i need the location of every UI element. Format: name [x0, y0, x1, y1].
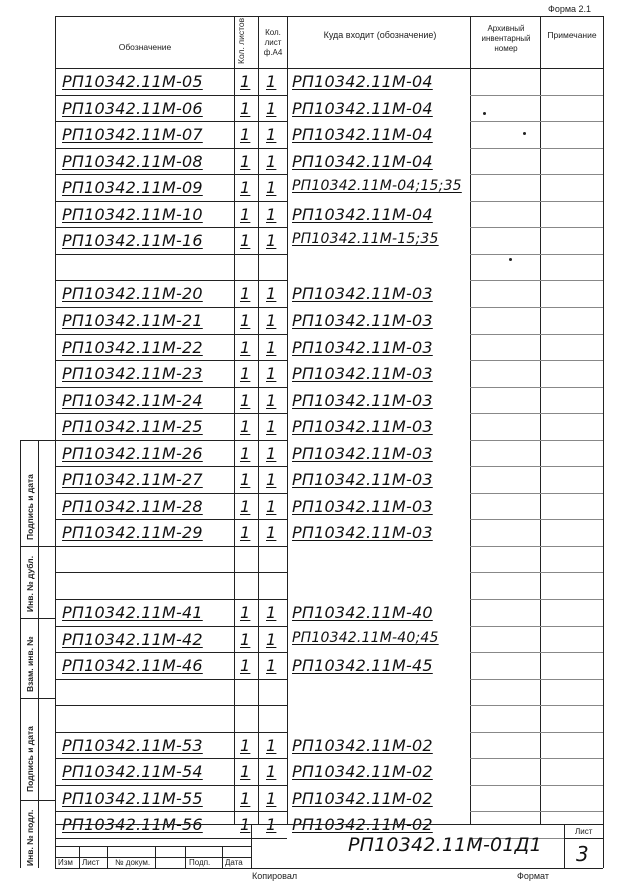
row-line-right: [470, 679, 603, 680]
row-format: 1: [266, 204, 277, 224]
row-sheets: 1: [240, 310, 251, 330]
row-parent: РП10342.11М-03: [292, 443, 433, 463]
row-sheets: 1: [240, 72, 251, 91]
row-line: [55, 626, 287, 627]
tb-v1: [79, 846, 80, 868]
side-label-orig-inv: Инв. № подл.: [25, 809, 35, 866]
row-sheets: 1: [240, 629, 251, 649]
row-line: [55, 174, 287, 175]
row-sheets: 1: [240, 417, 251, 437]
sheet-box-mid: [564, 838, 603, 839]
row-sheets: 1: [240, 151, 251, 171]
row-format: 1: [266, 364, 277, 384]
row-parent: РП10342.11М-04: [292, 72, 433, 91]
row-line-right: [470, 387, 603, 388]
row-format: 1: [266, 815, 277, 835]
row-line-right: [470, 493, 603, 494]
row-format: 1: [266, 496, 277, 516]
row-format: 1: [266, 417, 277, 437]
side-label-signature-top: Подпись и дата: [25, 474, 35, 540]
row-line-right: [470, 201, 603, 202]
row-parent: РП10342.11М-04: [292, 151, 433, 171]
row-designation: РП10342.11М-26: [62, 443, 203, 463]
row-line: [55, 466, 287, 467]
row-line: [55, 519, 287, 520]
row-sheets: 1: [240, 390, 251, 410]
frame-left: [55, 16, 56, 868]
frame-right: [603, 16, 604, 868]
row-sheets: 1: [240, 284, 251, 304]
row-designation: РП10342.11М-08: [62, 151, 203, 171]
row-line: [55, 785, 287, 786]
row-parent: РП10342.11М-02: [292, 815, 433, 835]
row-designation: РП10342.11М-53: [62, 735, 203, 755]
title-block-bottom: [55, 868, 603, 869]
row-designation: РП10342.11М-25: [62, 417, 203, 437]
row-line-right: [470, 254, 603, 255]
row-line: [55, 280, 287, 281]
header-note: Примечание: [547, 30, 597, 40]
row-format: 1: [266, 337, 277, 357]
row-parent: РП10342.11М-02: [292, 762, 433, 782]
row-sheets: 1: [240, 656, 251, 676]
row-line: [55, 572, 287, 573]
row-sheets: 1: [240, 125, 251, 145]
row-line: [55, 413, 287, 414]
row-line-right: [470, 758, 603, 759]
row-line-right: [470, 811, 603, 812]
row-format: 1: [266, 788, 277, 808]
header-format-count: Кол. лист ф.А4: [263, 28, 283, 57]
row-designation: РП10342.11М-07: [62, 125, 203, 145]
header-sheets-count: Кол. листов: [236, 17, 246, 64]
row-line: [55, 679, 287, 680]
row-format: 1: [266, 390, 277, 410]
row-designation: РП10342.11М-27: [62, 470, 203, 490]
header-belongs-to: Куда входит (обозначение): [323, 30, 437, 40]
row-line-right: [470, 599, 603, 600]
header-designation: Обозначение: [118, 42, 172, 52]
row-line: [55, 307, 287, 308]
row-parent: РП10342.11М-03: [292, 337, 433, 357]
row-sheets: 1: [240, 735, 251, 755]
row-sheets: 1: [240, 788, 251, 808]
row-format: 1: [266, 656, 277, 676]
speck: [523, 132, 526, 135]
row-line-right: [470, 626, 603, 627]
frame-top: [55, 16, 603, 17]
tb-v3: [155, 846, 156, 868]
row-parent: РП10342.11М-03: [292, 364, 433, 384]
col-div-3: [287, 16, 288, 824]
row-sheets: 1: [240, 603, 251, 622]
tb-sign: Подп.: [189, 858, 211, 867]
row-line: [55, 334, 287, 335]
row-line: [55, 811, 287, 812]
row-format: 1: [266, 125, 277, 145]
row-format: 1: [266, 735, 277, 755]
row-line-right: [470, 227, 603, 228]
row-format: 1: [266, 72, 277, 91]
row-sheets: 1: [240, 470, 251, 490]
row-line-right: [470, 280, 603, 281]
row-line: [55, 758, 287, 759]
row-sheets: 1: [240, 178, 251, 198]
row-format: 1: [266, 284, 277, 304]
row-designation: РП10342.11М-20: [62, 284, 203, 304]
row-line-right: [470, 413, 603, 414]
row-line: [55, 254, 287, 255]
row-line: [55, 148, 287, 149]
row-sheets: 1: [240, 364, 251, 384]
header-archive: Архивный инвентарный номер: [481, 24, 531, 53]
side-label-inv-no: Взам. инв. №: [25, 636, 35, 692]
row-designation: РП10342.11М-54: [62, 762, 203, 782]
row-line-right: [470, 360, 603, 361]
row-line: [55, 360, 287, 361]
row-designation: РП10342.11М-55: [62, 788, 203, 808]
sheet-number: 3: [576, 842, 589, 866]
form-label: Форма 2.1: [548, 4, 592, 14]
row-parent: РП10342.11М-03: [292, 496, 433, 516]
row-format: 1: [266, 231, 277, 251]
side-div-1: [20, 546, 55, 547]
row-line-right: [470, 519, 603, 520]
row-designation: РП10342.11М-46: [62, 656, 203, 676]
row-line-right: [470, 121, 603, 122]
row-sheets: 1: [240, 443, 251, 463]
col-div-4: [470, 16, 471, 824]
row-designation: РП10342.11М-16: [62, 231, 203, 251]
row-sheets: 1: [240, 762, 251, 782]
row-parent: РП10342.11М-04: [292, 204, 433, 224]
row-parent: РП10342.11М-02: [292, 788, 433, 808]
tb-doc: № докум.: [115, 858, 151, 867]
tb-date: Дата: [225, 858, 243, 867]
row-line: [55, 838, 287, 839]
row-line: [55, 201, 287, 202]
side-strip-left: [20, 440, 21, 868]
row-line: [55, 599, 287, 600]
document-code: РП10342.11М-01Д1: [348, 834, 542, 856]
row-line: [55, 493, 287, 494]
row-parent: РП10342.11М-03: [292, 523, 433, 543]
speck: [509, 258, 512, 261]
sheet-label: Лист: [575, 827, 593, 836]
row-line: [55, 732, 287, 733]
row-parent: РП10342.11М-03: [292, 390, 433, 410]
row-line: [55, 705, 287, 706]
row-line: [55, 546, 287, 547]
row-line: [55, 121, 287, 122]
row-format: 1: [266, 178, 277, 198]
row-parent: РП10342.11М-03: [292, 417, 433, 437]
row-line-right: [470, 572, 603, 573]
side-div-2: [20, 618, 55, 619]
row-format: 1: [266, 629, 277, 649]
row-format: 1: [266, 98, 277, 118]
row-designation: РП10342.11М-29: [62, 523, 203, 543]
row-format: 1: [266, 310, 277, 330]
row-parent: РП10342.11М-45: [292, 656, 433, 676]
col-div-5: [540, 16, 541, 824]
row-designation: РП10342.11М-21: [62, 310, 203, 330]
row-sheets: 1: [240, 204, 251, 224]
speck: [483, 112, 486, 115]
side-label-dup-inv: Инв. № дубл.: [25, 555, 35, 612]
row-designation: РП10342.11М-42: [62, 629, 203, 649]
row-sheets: 1: [240, 523, 251, 543]
row-parent: РП10342.11М-04;15;35: [292, 178, 462, 195]
row-format: 1: [266, 762, 277, 782]
row-format: 1: [266, 151, 277, 171]
row-sheets: 1: [240, 815, 251, 835]
row-format: 1: [266, 443, 277, 463]
row-parent: РП10342.11М-03: [292, 310, 433, 330]
row-sheets: 1: [240, 337, 251, 357]
row-designation: РП10342.11М-28: [62, 496, 203, 516]
row-line-right: [470, 174, 603, 175]
footer-copied: Копировал: [252, 871, 298, 881]
row-line-right: [470, 652, 603, 653]
tb-list: Лист: [82, 858, 100, 867]
side-label-signature-bottom: Подпись и дата: [25, 726, 35, 792]
tb-v4: [185, 846, 186, 868]
tb-izm: Изм: [58, 858, 73, 867]
row-line: [55, 440, 287, 441]
row-designation: РП10342.11М-56: [62, 815, 203, 835]
row-line-right: [470, 546, 603, 547]
row-sheets: 1: [240, 496, 251, 516]
row-designation: РП10342.11М-05: [62, 72, 203, 91]
row-sheets: 1: [240, 98, 251, 118]
row-line: [55, 227, 287, 228]
col-div-1: [234, 16, 235, 824]
row-line-right: [470, 705, 603, 706]
row-format: 1: [266, 523, 277, 543]
row-designation: РП10342.11М-41: [62, 603, 203, 622]
row-designation: РП10342.11М-06: [62, 98, 203, 118]
tb-v2: [107, 846, 108, 868]
row-parent: РП10342.11М-40: [292, 603, 433, 622]
row-parent: РП10342.11М-15;35: [292, 231, 439, 248]
title-block-top: [55, 824, 603, 825]
title-block-div: [251, 824, 252, 868]
row-line-right: [470, 307, 603, 308]
side-strip-top: [20, 440, 55, 441]
row-designation: РП10342.11М-22: [62, 337, 203, 357]
row-line: [55, 652, 287, 653]
row-parent: РП10342.11М-03: [292, 284, 433, 304]
row-line: [55, 95, 287, 96]
side-div-4: [20, 800, 55, 801]
row-format: 1: [266, 603, 277, 622]
side-div-3: [20, 698, 55, 699]
row-format: 1: [266, 470, 277, 490]
footer-format: Формат: [517, 871, 549, 881]
row-parent: РП10342.11М-40;45: [292, 629, 439, 646]
row-line-right: [470, 732, 603, 733]
header-bottom-line: [55, 68, 603, 69]
row-parent: РП10342.11М-03: [292, 470, 433, 490]
row-sheets: 1: [240, 231, 251, 251]
row-designation: РП10342.11М-23: [62, 364, 203, 384]
row-designation: РП10342.11М-10: [62, 204, 203, 224]
side-strip-mid: [38, 440, 39, 868]
row-parent: РП10342.11М-02: [292, 735, 433, 755]
row-designation: РП10342.11М-09: [62, 178, 203, 198]
row-line-right: [470, 148, 603, 149]
tb-v5: [222, 846, 223, 868]
row-line-right: [470, 440, 603, 441]
row-line-right: [470, 334, 603, 335]
sheet-box-div: [564, 824, 565, 868]
row-line: [55, 387, 287, 388]
row-designation: РП10342.11М-24: [62, 390, 203, 410]
row-line-right: [470, 95, 603, 96]
row-line-right: [470, 785, 603, 786]
col-div-2: [258, 16, 259, 824]
row-parent: РП10342.11М-04: [292, 98, 433, 118]
row-parent: РП10342.11М-04: [292, 125, 433, 145]
row-line-right: [470, 466, 603, 467]
